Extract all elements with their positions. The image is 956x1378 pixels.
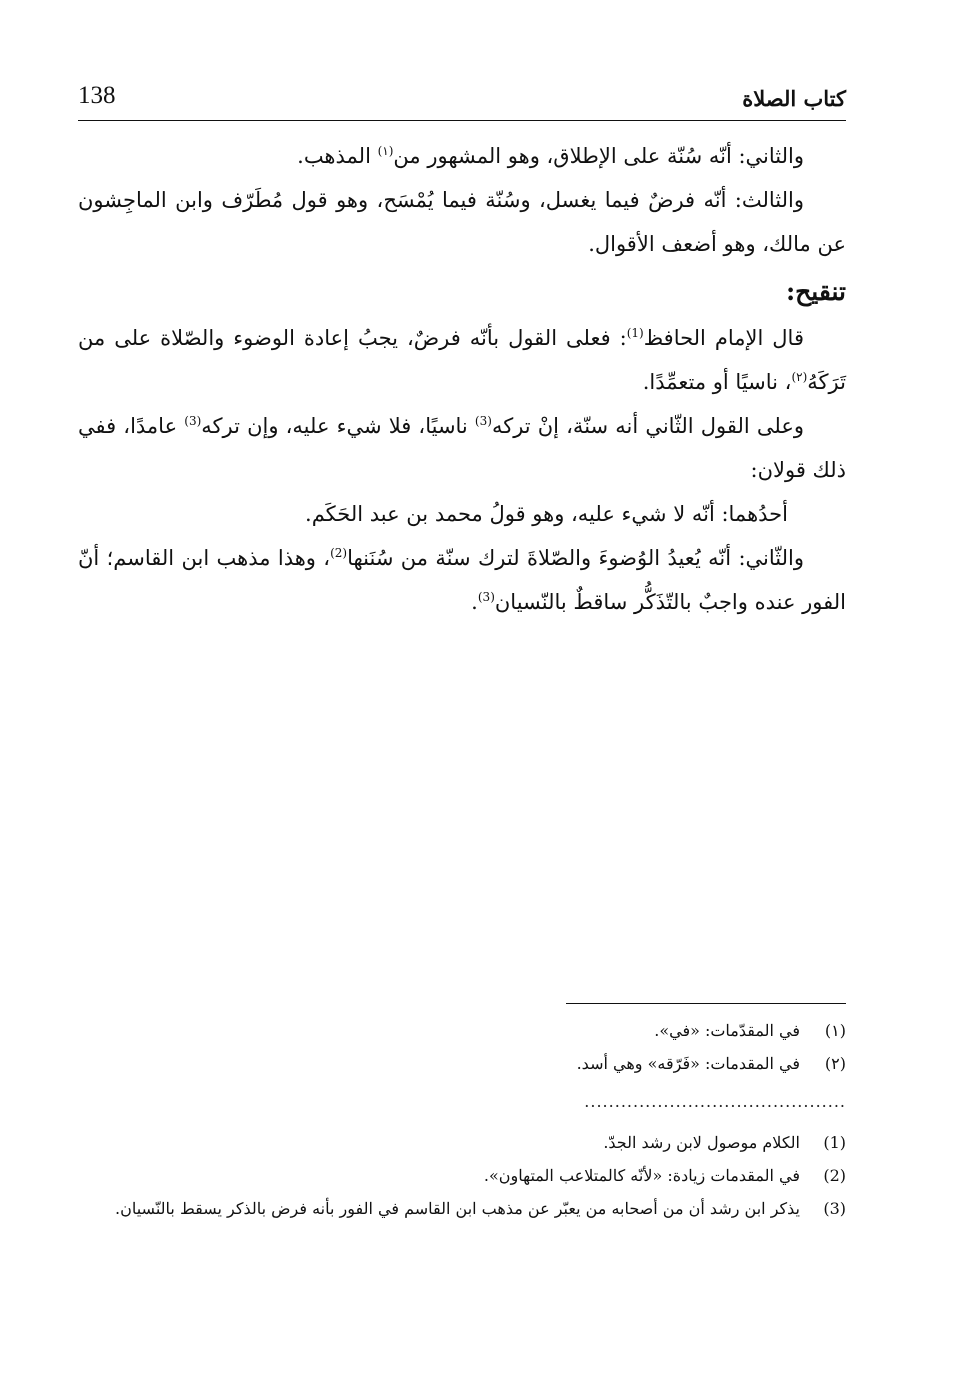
- dotted-separator: ...........................................: [584, 1092, 846, 1111]
- footnote-item: [78, 1159, 846, 1192]
- footnotes-commentary: [78, 1126, 846, 1225]
- footnote-number: (1): [823, 1133, 846, 1152]
- paragraph-second-saying: [78, 536, 846, 624]
- footnote-text: يذكر ابن رشد أن من أصحابه من يعبّر عن مذهب ابن القاسم في الفور بأنه فرض بالذكر يسقط بالنّسيان.: [115, 1199, 800, 1218]
- page-number: 138: [78, 82, 116, 109]
- page-header: [78, 80, 846, 121]
- footnote-ref: (٢): [791, 370, 808, 384]
- text-span: عامدًا، ففي ذلك قولان:: [78, 414, 846, 482]
- footnote-text: في المقدمات زيادة: «لأنّه كالمتلاعب المتهاون».: [483, 1166, 800, 1185]
- footnote-divider: [566, 1003, 846, 1004]
- text-span: وعلى القول الثّاني أنه سنّة، إنْ تركه: [491, 414, 805, 438]
- paragraph-second-opinion: [78, 134, 846, 178]
- footnote-number: (٢): [824, 1054, 846, 1073]
- footnote-ref: (3): [184, 414, 202, 428]
- paragraph-imam-quote: [78, 316, 846, 404]
- footnote-text: في المقدمات: «فَرّقه» وهي أسد.: [576, 1054, 800, 1073]
- footnote-item: [78, 1126, 846, 1159]
- footnote-ref: (3): [474, 414, 492, 428]
- text-span: قال الإمام الحافظ: [643, 326, 804, 350]
- footnote-item: [78, 1192, 846, 1225]
- text-span: : فعلى القول بأنّه فرضٌ، يجبُ إعادة الوضوء والصّلاة على من تَرَكَهُ: [78, 326, 846, 394]
- footnote-item: [78, 1047, 846, 1080]
- footnote-text: في المقدّمات: «في».: [654, 1021, 800, 1040]
- footnote-number: (١): [824, 1021, 846, 1040]
- paragraph-first-saying: أحدُهما: أنّه لا شيء عليه، وهو قولُ محمد بن عبد الحَكَم.: [305, 502, 788, 526]
- text-span: ناسيًا، فلا شيء عليه، وإن تركه: [201, 414, 475, 438]
- text-span: والثاني: أنّه سُنّة على الإطلاق، وهو المشهور من: [393, 144, 804, 168]
- text-span: المذهب.: [297, 144, 378, 168]
- section-heading: تنقيح:: [785, 277, 846, 306]
- footnotes-editor: [78, 1014, 846, 1080]
- footnote-number: (3): [823, 1199, 846, 1218]
- main-text: [78, 134, 846, 624]
- footnote-number: (2): [823, 1166, 846, 1185]
- footnote-item: [78, 1014, 846, 1047]
- running-title: كتاب الصلاة: [742, 86, 846, 111]
- text-span: ، وهذا مذهب ابن القاسم؛ أنّ الفور عنده واجبٌ بالتّذَكُّر ساقطٌ بالنّسيان: [78, 546, 846, 614]
- text-span: والثّاني: أنّه يُعيدُ الوُضوءَ والصّلاةَ لترك سنّة من سُنَنها: [347, 546, 804, 570]
- text-span: ، ناسيًا أو متعمِّدًا.: [642, 370, 792, 394]
- footnote-ref: (2): [330, 546, 348, 560]
- paragraph-third-opinion: والثالث: أنّه فرضٌ فيما يغسل، وسُنّة فيما يُمْسَح، وهو قول مُطَرّف وابن الماجِشون عن مالك، وهو أضعف الأقوال.: [78, 188, 846, 256]
- footnote-ref: (١): [377, 144, 394, 158]
- paragraph-second-view: [78, 404, 846, 492]
- footnote-ref: (3): [477, 590, 495, 604]
- footnote-ref: (1): [626, 326, 644, 340]
- footnote-text: الكلام موصول لابن رشد الجدّ.: [603, 1133, 800, 1152]
- text-span: .: [471, 590, 478, 614]
